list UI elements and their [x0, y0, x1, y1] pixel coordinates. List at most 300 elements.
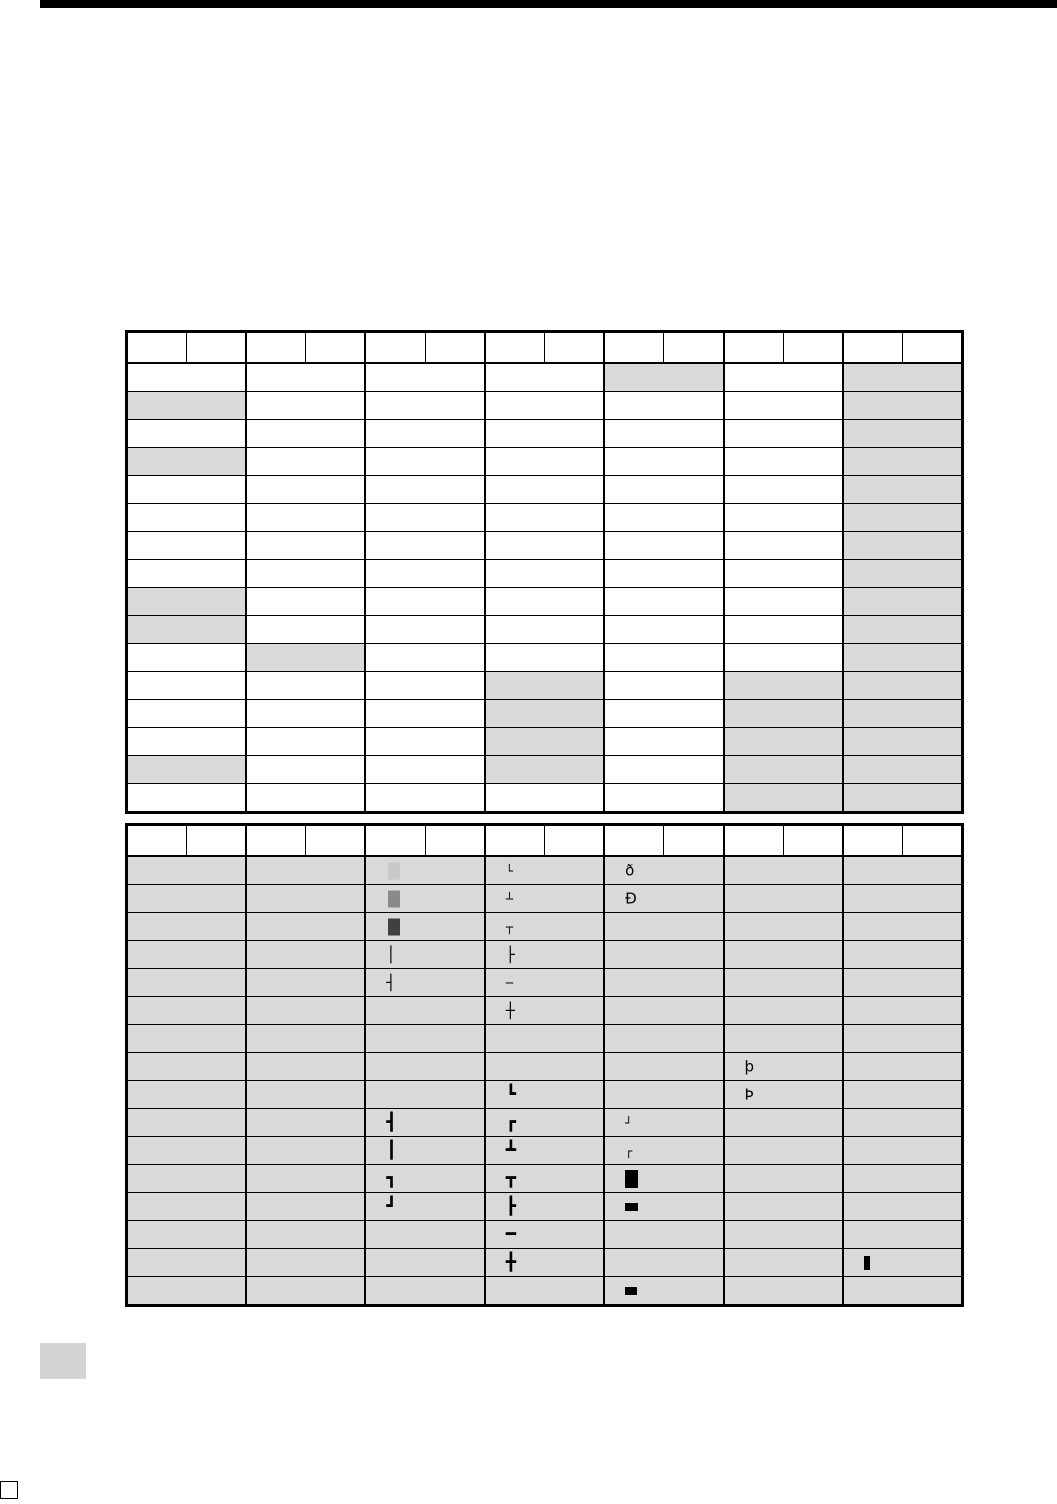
- table-cell: [485, 885, 604, 913]
- table-cell: [843, 700, 963, 728]
- table-row: [127, 941, 963, 969]
- table-cell: [604, 969, 723, 997]
- table-cell: [604, 448, 723, 476]
- table-cell: [246, 997, 365, 1025]
- table-cell: [127, 856, 246, 885]
- table-cell: [724, 1053, 843, 1081]
- table-cell: [604, 1137, 723, 1165]
- table-cell: [127, 392, 246, 420]
- table-cell: [604, 885, 723, 913]
- table-cell: [127, 969, 246, 997]
- table-cell: [365, 672, 484, 700]
- table-cell: [485, 448, 604, 476]
- table-cell: [843, 560, 963, 588]
- character-glyph: ┬: [505, 919, 513, 934]
- table-cell: [365, 1277, 484, 1306]
- table-cell: [843, 420, 963, 448]
- header-cell: [664, 825, 724, 857]
- table-cell: [724, 885, 843, 913]
- table-cell: [843, 1081, 963, 1109]
- table-cell: [843, 476, 963, 504]
- table-cell: [604, 1221, 723, 1249]
- table-cell: [604, 672, 723, 700]
- table-cell: [604, 784, 723, 813]
- table-cell: [843, 363, 963, 392]
- table-cell: [843, 1053, 963, 1081]
- table-cell: [127, 420, 246, 448]
- header-cell: [544, 825, 604, 857]
- header-cell: [903, 332, 963, 364]
- table-cell: [604, 588, 723, 616]
- character-glyph: ┏: [505, 1112, 516, 1132]
- table-cell: [246, 616, 365, 644]
- table-cell: [365, 1081, 484, 1109]
- table-row: [127, 1109, 963, 1137]
- table-cell: [843, 784, 963, 813]
- table-cell: [246, 672, 365, 700]
- table-cell: [246, 1053, 365, 1081]
- table-cell: [843, 588, 963, 616]
- table-cell: [365, 560, 484, 588]
- table-cell: [843, 616, 963, 644]
- table-row: [127, 1025, 963, 1053]
- table-cell: [246, 941, 365, 969]
- table-cell: [724, 1249, 843, 1277]
- table-cell: [724, 1137, 843, 1165]
- table-cell: [604, 728, 723, 756]
- table-cell: [843, 885, 963, 913]
- table-cell: [127, 1053, 246, 1081]
- table-cell: [724, 1025, 843, 1053]
- table-cell: [485, 756, 604, 784]
- table-cell: [127, 476, 246, 504]
- table-cell: [843, 1221, 963, 1249]
- character-glyph: Þ: [744, 1085, 754, 1103]
- table-cell: [127, 1221, 246, 1249]
- header-cell: [544, 332, 604, 364]
- table-cell: [843, 504, 963, 532]
- table-cell: [485, 856, 604, 885]
- table-cell: [246, 560, 365, 588]
- table-cell: [246, 1109, 365, 1137]
- block-glyph: [625, 1170, 638, 1188]
- header-cell: [365, 825, 425, 857]
- character-glyph: ╋: [505, 1252, 516, 1272]
- table-cell: [724, 1165, 843, 1193]
- table-row: [127, 856, 963, 885]
- table-cell: [604, 392, 723, 420]
- table-cell: [365, 476, 484, 504]
- table-cell: [365, 532, 484, 560]
- table-row: [127, 728, 963, 756]
- table-cell: [127, 532, 246, 560]
- table-cell: [843, 913, 963, 941]
- block-glyph: [625, 1287, 637, 1295]
- table-cell: [843, 532, 963, 560]
- table-cell: [843, 1249, 963, 1277]
- header-cell: [724, 332, 784, 364]
- header-cell: [365, 332, 425, 364]
- table-row: [127, 1193, 963, 1221]
- table-cell: [724, 913, 843, 941]
- note-marker: [40, 1343, 86, 1379]
- table-cell: [724, 420, 843, 448]
- table-cell: [724, 588, 843, 616]
- table-cell: [604, 1081, 723, 1109]
- table-cell: [724, 1193, 843, 1221]
- table-cell: [246, 476, 365, 504]
- table-cell: [127, 560, 246, 588]
- table-cell: [246, 700, 365, 728]
- table-cell: [127, 1137, 246, 1165]
- table-cell: [246, 969, 365, 997]
- table-cell: [724, 532, 843, 560]
- character-glyph: ┛: [386, 1196, 397, 1216]
- table-cell: [246, 1165, 365, 1193]
- table-cell: [724, 644, 843, 672]
- table-cell: [365, 969, 484, 997]
- header-cell: [903, 825, 963, 857]
- character-glyph: └: [505, 863, 513, 878]
- header-cell: [604, 332, 664, 364]
- table-cell: [127, 363, 246, 392]
- character-glyph: ┓: [386, 1168, 397, 1188]
- table-cell: [485, 644, 604, 672]
- table-cell: [724, 969, 843, 997]
- table-cell: [365, 644, 484, 672]
- table-cell: [485, 1025, 604, 1053]
- table-cell: [365, 885, 484, 913]
- character-table-lower: [125, 823, 964, 1307]
- character-glyph: ┗: [505, 1084, 516, 1104]
- header-cell: [186, 332, 246, 364]
- table-cell: [365, 1249, 484, 1277]
- header-cell: [425, 825, 485, 857]
- table-row: [127, 885, 963, 913]
- character-glyph: ─: [505, 975, 513, 990]
- top-rule: [40, 0, 1057, 8]
- character-glyph: ├: [505, 945, 515, 963]
- header-cell: [485, 825, 545, 857]
- table-cell: [365, 504, 484, 532]
- table-row: [127, 1277, 963, 1306]
- character-glyph: Đ: [625, 889, 637, 907]
- character-glyph: ┫: [386, 1112, 397, 1132]
- table-cell: [485, 588, 604, 616]
- table-cell: [604, 504, 723, 532]
- character-glyph: ┘: [625, 1115, 633, 1130]
- character-glyph: ┻: [505, 1140, 516, 1160]
- table-cell: [127, 913, 246, 941]
- table-cell: [604, 532, 723, 560]
- header-cell: [664, 332, 724, 364]
- character-glyph: ┌: [625, 1143, 633, 1158]
- table-cell: [843, 448, 963, 476]
- shade-glyph: [388, 862, 400, 879]
- table-row: [127, 997, 963, 1025]
- table-row: [127, 969, 963, 997]
- table-cell: [724, 700, 843, 728]
- table-cell: [485, 392, 604, 420]
- table-cell: [127, 1165, 246, 1193]
- table-cell: [724, 756, 843, 784]
- table-cell: [485, 476, 604, 504]
- table-cell: [843, 1109, 963, 1137]
- table-row: [127, 616, 963, 644]
- table-cell: [365, 784, 484, 813]
- table-cell: [365, 913, 484, 941]
- table-cell: [485, 532, 604, 560]
- character-glyph: ┼: [505, 1001, 515, 1019]
- table-cell: [127, 885, 246, 913]
- table-cell: [724, 997, 843, 1025]
- table-cell: [604, 420, 723, 448]
- table-cell: [365, 588, 484, 616]
- table-cell: [604, 941, 723, 969]
- table-cell: [246, 885, 365, 913]
- header-cell: [127, 332, 187, 364]
- character-glyph: ┴: [505, 891, 513, 906]
- table-cell: [604, 1165, 723, 1193]
- table-cell: [485, 1221, 604, 1249]
- table-cell: [365, 1137, 484, 1165]
- table-cell: [485, 420, 604, 448]
- header-cell: [246, 332, 306, 364]
- table-row: [127, 1137, 963, 1165]
- table-row: [127, 913, 963, 941]
- table-cell: [127, 1249, 246, 1277]
- table-cell: [724, 504, 843, 532]
- table-cell: [365, 448, 484, 476]
- table-cell: [127, 997, 246, 1025]
- table-cell: [843, 1277, 963, 1306]
- table-cell: [127, 784, 246, 813]
- table-cell: [724, 1109, 843, 1137]
- table-cell: [246, 420, 365, 448]
- table-row: [127, 1081, 963, 1109]
- table-cell: [365, 1193, 484, 1221]
- table-cell: [604, 1025, 723, 1053]
- shade-glyph: [388, 890, 400, 907]
- table-cell: [246, 363, 365, 392]
- table-row: [127, 1165, 963, 1193]
- table-cell: [485, 941, 604, 969]
- table-cell: [246, 504, 365, 532]
- table-cell: [843, 728, 963, 756]
- table-cell: [246, 1221, 365, 1249]
- table-cell: [604, 1053, 723, 1081]
- table-cell: [604, 560, 723, 588]
- table-cell: [724, 560, 843, 588]
- table-cell: [246, 1137, 365, 1165]
- header-cell: [306, 825, 366, 857]
- table-cell: [127, 728, 246, 756]
- header-cell: [783, 825, 843, 857]
- table-cell: [604, 1193, 723, 1221]
- table-cell: [843, 997, 963, 1025]
- table-cell: [604, 700, 723, 728]
- table-row: [127, 476, 963, 504]
- character-glyph: ┤: [386, 973, 396, 991]
- table-row: [127, 420, 963, 448]
- table-cell: [127, 504, 246, 532]
- character-glyph: ð: [625, 861, 635, 879]
- table-row: [127, 560, 963, 588]
- table-cell: [843, 672, 963, 700]
- table-cell: [127, 616, 246, 644]
- table-cell: [127, 588, 246, 616]
- table-row: [127, 448, 963, 476]
- table-cell: [843, 941, 963, 969]
- table-row: [127, 504, 963, 532]
- table-cell: [246, 913, 365, 941]
- table-row: [127, 672, 963, 700]
- table-cell: [604, 476, 723, 504]
- table-cell: [365, 1109, 484, 1137]
- table-cell: [485, 1137, 604, 1165]
- table-cell: [246, 856, 365, 885]
- table-cell: [127, 1025, 246, 1053]
- table-cell: [724, 728, 843, 756]
- table-cell: [246, 728, 365, 756]
- table-cell: [365, 1053, 484, 1081]
- table-row: [127, 1249, 963, 1277]
- header-cell: [843, 332, 903, 364]
- table-cell: [127, 644, 246, 672]
- table-cell: [127, 700, 246, 728]
- table-cell: [365, 941, 484, 969]
- table-cell: [485, 997, 604, 1025]
- table-cell: [246, 756, 365, 784]
- table-row: [127, 1221, 963, 1249]
- table-cell: [485, 969, 604, 997]
- table-cell: [604, 856, 723, 885]
- table-cell: [485, 1081, 604, 1109]
- table-cell: [485, 1165, 604, 1193]
- table-cell: [485, 913, 604, 941]
- table-cell: [485, 1277, 604, 1306]
- table-cell: [843, 1025, 963, 1053]
- table-cell: [724, 616, 843, 644]
- table-cell: [365, 997, 484, 1025]
- table-cell: [604, 997, 723, 1025]
- table-cell: [485, 700, 604, 728]
- table-cell: [604, 913, 723, 941]
- table-cell: [365, 392, 484, 420]
- table-cell: [365, 1025, 484, 1053]
- table-cell: [843, 969, 963, 997]
- table-cell: [485, 728, 604, 756]
- table-cell: [127, 941, 246, 969]
- table-cell: [127, 448, 246, 476]
- table-cell: [604, 1277, 723, 1306]
- table-row: [127, 756, 963, 784]
- table-header-row: [127, 332, 963, 364]
- table-cell: [485, 672, 604, 700]
- table-cell: [246, 784, 365, 813]
- character-table-upper: [125, 330, 964, 814]
- header-cell: [127, 825, 187, 857]
- table-cell: [843, 1165, 963, 1193]
- table-cell: [843, 1193, 963, 1221]
- table-cell: [724, 856, 843, 885]
- header-cell: [246, 825, 306, 857]
- table-cell: [246, 644, 365, 672]
- header-cell: [425, 332, 485, 364]
- table-cell: [843, 644, 963, 672]
- header-cell: [485, 332, 545, 364]
- table-cell: [127, 672, 246, 700]
- corner-marker: [0, 1481, 18, 1499]
- table-cell: [485, 784, 604, 813]
- table-cell: [365, 1165, 484, 1193]
- character-glyph: ┣: [505, 1196, 516, 1216]
- table-row: [127, 392, 963, 420]
- table-cell: [485, 1193, 604, 1221]
- table-cell: [843, 756, 963, 784]
- table-cell: [604, 756, 723, 784]
- table-row: [127, 784, 963, 813]
- table-cell: [604, 1109, 723, 1137]
- table-cell: [724, 941, 843, 969]
- table-row: [127, 1053, 963, 1081]
- table-cell: [724, 672, 843, 700]
- table-cell: [365, 616, 484, 644]
- character-glyph: ━: [505, 1224, 516, 1244]
- table-cell: [485, 504, 604, 532]
- table-cell: [365, 363, 484, 392]
- character-glyph: │: [386, 945, 396, 963]
- table-cell: [246, 1025, 365, 1053]
- table-cell: [724, 784, 843, 813]
- header-cell: [186, 825, 246, 857]
- table-row: [127, 532, 963, 560]
- table-cell: [485, 1053, 604, 1081]
- table-cell: [604, 363, 723, 392]
- block-glyph: [625, 1203, 638, 1211]
- table-cell: [246, 1081, 365, 1109]
- table-cell: [604, 616, 723, 644]
- table-cell: [365, 728, 484, 756]
- table-cell: [724, 1221, 843, 1249]
- table-cell: [485, 1249, 604, 1277]
- table-cell: [127, 1081, 246, 1109]
- table-cell: [127, 1193, 246, 1221]
- table-row: [127, 363, 963, 392]
- table-cell: [365, 756, 484, 784]
- table-cell: [485, 363, 604, 392]
- table-cell: [724, 1081, 843, 1109]
- table-cell: [365, 856, 484, 885]
- table-cell: [843, 392, 963, 420]
- table-cell: [724, 392, 843, 420]
- table-cell: [246, 392, 365, 420]
- table-cell: [485, 560, 604, 588]
- table-cell: [127, 1277, 246, 1306]
- table-cell: [246, 1249, 365, 1277]
- table-cell: [365, 1221, 484, 1249]
- table-cell: [724, 448, 843, 476]
- header-cell: [783, 332, 843, 364]
- table-cell: [485, 1109, 604, 1137]
- table-cell: [246, 1277, 365, 1306]
- table-cell: [246, 1193, 365, 1221]
- character-glyph: þ: [744, 1057, 755, 1075]
- table-cell: [246, 588, 365, 616]
- table-cell: [724, 363, 843, 392]
- header-cell: [843, 825, 903, 857]
- table-cell: [604, 644, 723, 672]
